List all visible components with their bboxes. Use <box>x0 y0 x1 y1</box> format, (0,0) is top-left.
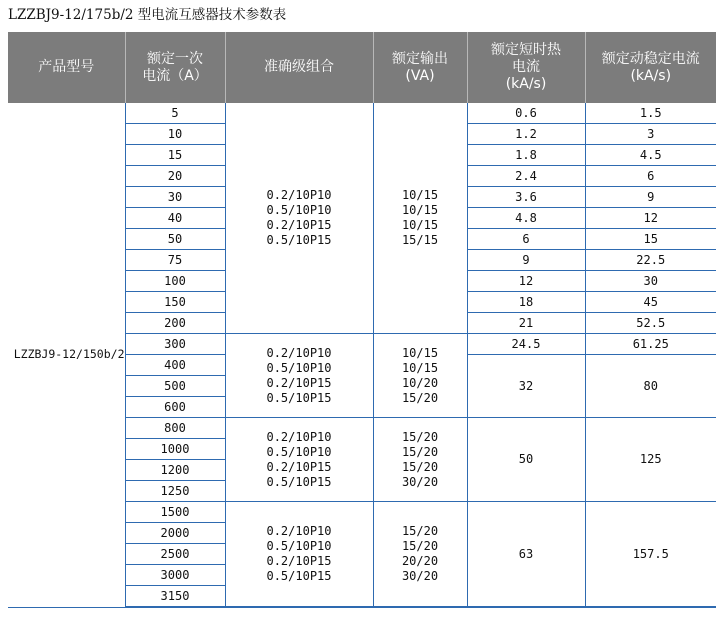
accuracy-cell: 0.2/10P10 0.5/10P10 0.2/10P15 0.5/10P15 <box>225 103 373 334</box>
current-cell: 40 <box>125 208 225 229</box>
thermal-cell: 12 <box>467 271 585 292</box>
dynamic-cell: 80 <box>585 355 716 418</box>
dynamic-cell: 157.5 <box>585 502 716 607</box>
output-cell: 10/15 10/15 10/15 15/15 <box>373 103 467 334</box>
thermal-cell: 24.5 <box>467 334 585 355</box>
current-cell: 800 <box>125 418 225 439</box>
dynamic-cell: 4.5 <box>585 145 716 166</box>
current-cell: 1500 <box>125 502 225 523</box>
current-cell: 2500 <box>125 544 225 565</box>
table-body <box>8 103 716 607</box>
model-cell: LZZBJ9-12/150b/2 <box>8 103 125 607</box>
dynamic-cell: 12 <box>585 208 716 229</box>
thermal-cell: 3.6 <box>467 187 585 208</box>
dynamic-cell: 125 <box>585 418 716 502</box>
current-cell: 300 <box>125 334 225 355</box>
output-cell: 15/20 15/20 15/20 30/20 <box>373 418 467 502</box>
current-cell: 30 <box>125 187 225 208</box>
thermal-cell: 50 <box>467 418 585 502</box>
current-cell: 3150 <box>125 586 225 607</box>
header-output: 额定输出 (VA) <box>373 32 467 103</box>
thermal-cell: 6 <box>467 229 585 250</box>
dynamic-cell: 45 <box>585 292 716 313</box>
current-cell: 1200 <box>125 460 225 481</box>
current-cell: 100 <box>125 271 225 292</box>
table-row <box>8 103 716 124</box>
dynamic-cell: 30 <box>585 271 716 292</box>
dynamic-cell: 6 <box>585 166 716 187</box>
dynamic-cell: 52.5 <box>585 313 716 334</box>
dynamic-cell: 15 <box>585 229 716 250</box>
current-cell: 10 <box>125 124 225 145</box>
header-row <box>8 32 716 103</box>
thermal-cell: 1.2 <box>467 124 585 145</box>
header-accuracy: 准确级组合 <box>225 32 373 103</box>
current-cell: 1250 <box>125 481 225 502</box>
current-cell: 5 <box>125 103 225 124</box>
header-dynamic-current: 额定动稳定电流 (kA/s) <box>585 32 716 103</box>
page-title: LZZBJ9-12/175b/2 型电流互感器技术参数表 <box>8 7 287 23</box>
current-cell: 15 <box>125 145 225 166</box>
dynamic-cell: 1.5 <box>585 103 716 124</box>
current-cell: 200 <box>125 313 225 334</box>
dynamic-cell: 22.5 <box>585 250 716 271</box>
current-cell: 150 <box>125 292 225 313</box>
thermal-cell: 63 <box>467 502 585 607</box>
thermal-cell: 4.8 <box>467 208 585 229</box>
current-cell: 75 <box>125 250 225 271</box>
thermal-cell: 0.6 <box>467 103 585 124</box>
dynamic-cell: 61.25 <box>585 334 716 355</box>
dynamic-cell: 3 <box>585 124 716 145</box>
accuracy-cell: 0.2/10P10 0.5/10P10 0.2/10P15 0.5/10P15 <box>225 502 373 607</box>
header-model: 产品型号 <box>8 32 125 103</box>
thermal-cell: 21 <box>467 313 585 334</box>
current-cell: 50 <box>125 229 225 250</box>
header-short-time-current: 额定短时热 电流 (kA/s) <box>467 32 585 103</box>
output-cell: 10/15 10/15 10/20 15/20 <box>373 334 467 418</box>
thermal-cell: 9 <box>467 250 585 271</box>
output-cell: 15/20 15/20 20/20 30/20 <box>373 502 467 607</box>
current-cell: 2000 <box>125 523 225 544</box>
thermal-cell: 1.8 <box>467 145 585 166</box>
thermal-cell: 18 <box>467 292 585 313</box>
current-cell: 3000 <box>125 565 225 586</box>
accuracy-cell: 0.2/10P10 0.5/10P10 0.2/10P15 0.5/10P15 <box>225 418 373 502</box>
table-bottom-rule <box>8 607 716 608</box>
thermal-cell: 2.4 <box>467 166 585 187</box>
spec-table <box>8 32 716 607</box>
current-cell: 500 <box>125 376 225 397</box>
thermal-cell: 32 <box>467 355 585 418</box>
accuracy-cell: 0.2/10P10 0.5/10P10 0.2/10P15 0.5/10P15 <box>225 334 373 418</box>
current-cell: 20 <box>125 166 225 187</box>
current-cell: 400 <box>125 355 225 376</box>
header-primary-current: 额定一次 电流（A） <box>125 32 225 103</box>
dynamic-cell: 9 <box>585 187 716 208</box>
current-cell: 1000 <box>125 439 225 460</box>
current-cell: 600 <box>125 397 225 418</box>
